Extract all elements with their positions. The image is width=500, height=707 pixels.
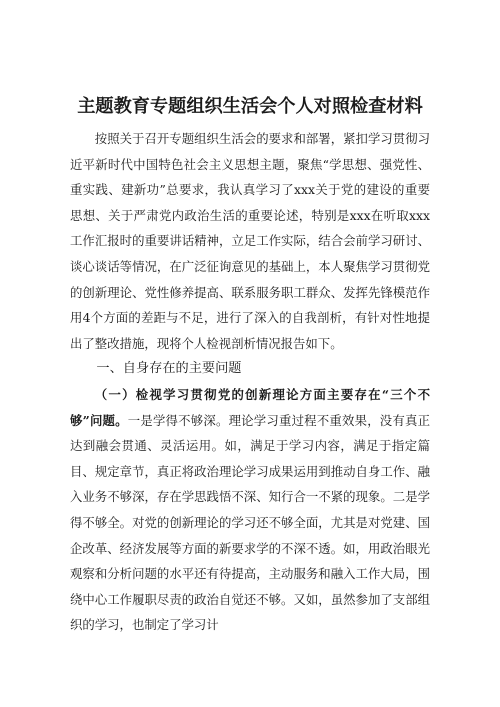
subsection-paragraph bbox=[70, 382, 430, 638]
intro-paragraph: 按照关于召开专题组织生活会的要求和部署，紧扣学习贯彻习近平新时代中国特色社会主义思想主题，聚焦“学思想、强党性、重实践、建新功”总要求，我认真学习了xxx关于党的建设的重要思想、关于严肃党内政治生活的重要论述，特别是xxx在听取xxx工作汇报时的重要讲话精神，立足工作实际，结合会前学习研讨、谈心谈话等情况，在广泛征询意见的基础上，本人聚焦学习贯彻党的创新理论、党性修养提高、联系服务职工群众、发挥先锋模范作用4个方面的差距与不足，进行了深入的自我剖析，有针对性地提出了整改措施，现将个人检视剖析情况报告如下。 bbox=[70, 131, 430, 351]
subsection-body: 一是学得不够深。理论学习重过程不重效果，没有真正达到融会贯通、灵活运用。如，满足于学习内容，满足于指定篇目、规定章节，真正将政治理论学习成果运用到推动自身工作、融入业务不够深，存在学思践悟不深、知行合一不紧的现象。二是学得不够全。对党的创新理论的学习还不够全面，尤其是对党建、国企改革、经济发展等方面的新要求学的不深不透。如，用政治眼光观察和分析问题的水平还有待提高，主动服务和融入工作大局，围绕中心工作履职尽责的政治自觉还不够。又如，虽然参加了支部组织的学习，也制定了学习计 bbox=[70, 412, 430, 633]
section-heading: 一、自身存在的主要问题 bbox=[96, 361, 242, 377]
subsection-heading: （一）检视学习贯彻党的创新理论方面主要存在“三个不够”问题。 bbox=[70, 386, 430, 428]
document-title: 主题教育专题组织生活会个人对照检查材料 bbox=[77, 96, 423, 117]
